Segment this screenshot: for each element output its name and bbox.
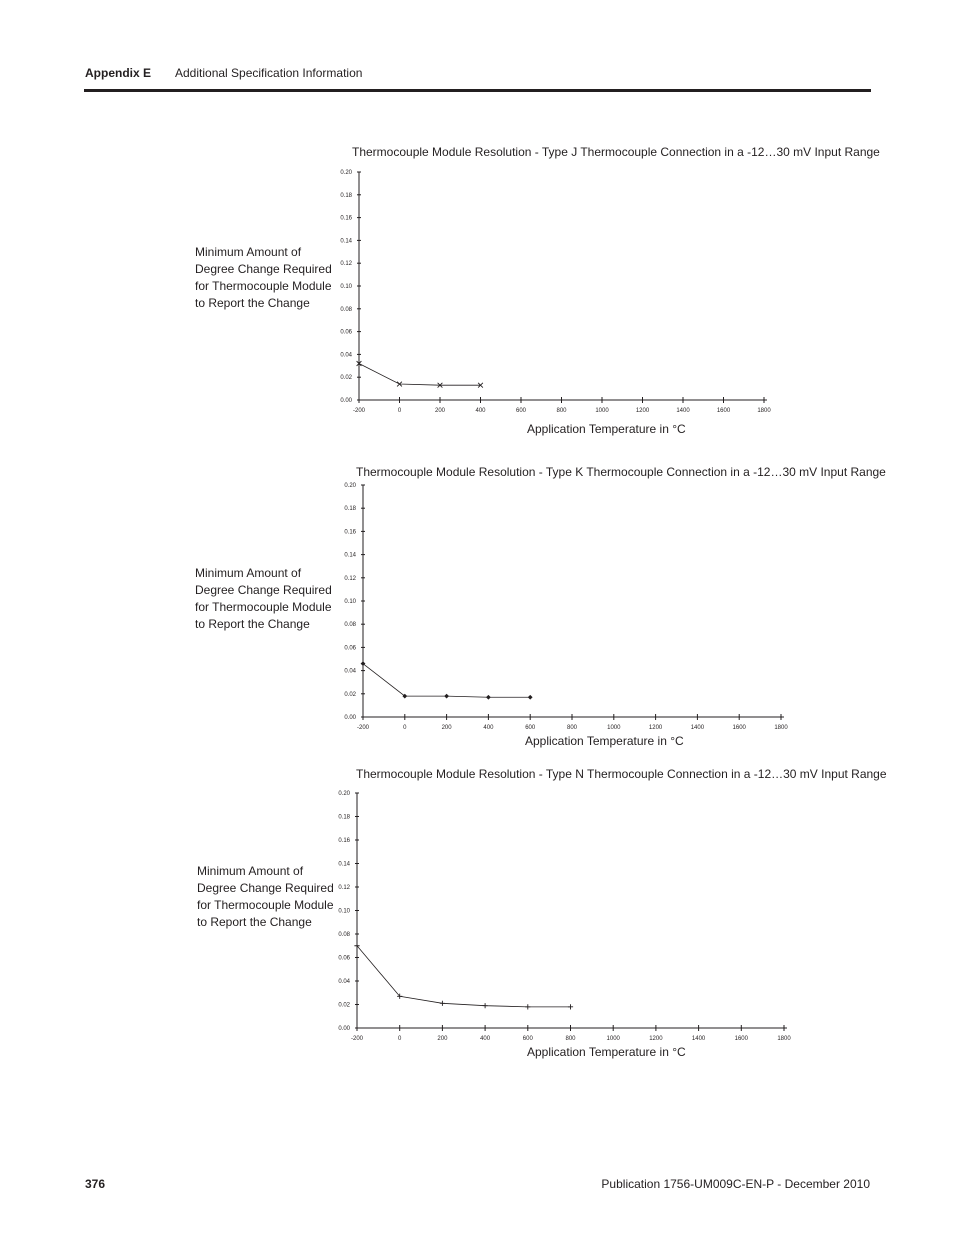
y-tick-label-type-k: 0.02: [344, 691, 356, 698]
y-tick-label-type-n: 0.20: [338, 791, 350, 797]
x-tick-label-type-k: 200: [441, 725, 452, 731]
y-tick-label-type-j: 0.00: [340, 398, 352, 404]
x-tick-label-type-n: 600: [522, 1036, 533, 1042]
y-tick-label-type-k: 0.04: [344, 668, 356, 675]
page-number: 376: [85, 1177, 106, 1191]
y-axis-label-type-n: Minimum Amount of Degree Change Required for Thermocouple Module to Report the Change: [197, 864, 334, 929]
y-tick-label-type-j: 0.12: [340, 261, 352, 268]
y-tick-label-type-n: 0.00: [338, 1026, 350, 1032]
y-tick-label-type-j: 0.06: [340, 329, 352, 336]
header-rule: [84, 89, 871, 92]
x-tick-label-type-j: 1600: [716, 408, 731, 414]
y-tick-label-type-k: 0.08: [344, 622, 356, 629]
chart-title-type-j: Thermocouple Module Resolution - Type J Thermocouple Connection in a -12…30 mV Input Range: [352, 145, 880, 159]
x-tick-label-type-j: 200: [434, 408, 446, 414]
y-tick-label-type-n: 0.06: [338, 955, 350, 962]
x-tick-label-type-k: 1600: [732, 725, 746, 731]
x-tick-label-type-n: 1600: [734, 1036, 748, 1042]
data-point-type-k: [402, 694, 407, 699]
x-axis-label-type-j: Application Temperature in °C: [527, 422, 686, 436]
data-point-type-k: [444, 694, 449, 699]
y-tick-label-type-n: 0.12: [338, 885, 350, 891]
data-point-type-j: [478, 383, 483, 388]
x-tick-label-type-n: 1800: [777, 1036, 791, 1042]
x-tick-label-type-j: 1200: [635, 408, 650, 414]
x-tick-label-type-j: 400: [475, 408, 486, 414]
data-point-type-n: [440, 1001, 445, 1006]
y-tick-label-type-k: 0.16: [344, 529, 356, 536]
x-tick-label-type-j: 1000: [595, 408, 609, 414]
x-tick-label-type-n: 1400: [691, 1036, 706, 1042]
header-title: Additional Specification Information: [175, 66, 363, 80]
x-axis-label-type-k: Application Temperature in °C: [525, 734, 684, 748]
x-tick-label-type-k: 600: [525, 725, 536, 731]
y-tick-label-type-j: 0.08: [340, 306, 352, 313]
x-axis-label-type-n: Application Temperature in °C: [527, 1045, 686, 1059]
data-point-type-k: [486, 695, 491, 700]
y-tick-label-type-j: 0.10: [340, 284, 352, 290]
x-tick-label-type-n: 400: [480, 1036, 491, 1042]
y-tick-label-type-k: 0.06: [344, 645, 356, 652]
chart-title-type-k: Thermocouple Module Resolution - Type K Thermocouple Connection in a -12…30 mV Input Range: [356, 465, 886, 479]
data-point-type-n: [568, 1004, 573, 1009]
data-point-type-j: [357, 361, 362, 366]
x-tick-label-type-k: 0: [403, 725, 407, 731]
y-tick-label-type-n: 0.16: [338, 838, 350, 844]
y-tick-label-type-j: 0.20: [340, 170, 352, 176]
y-tick-label-type-k: 0.18: [344, 506, 356, 513]
y-tick-label-type-j: 0.04: [340, 352, 352, 359]
x-tick-label-type-j: -200: [352, 408, 366, 414]
x-tick-label-type-n: 1200: [649, 1036, 663, 1042]
appendix-label: Appendix E: [85, 66, 152, 80]
data-point-type-k: [528, 695, 533, 700]
y-tick-label-type-k: 0.14: [344, 552, 356, 559]
y-axis-label-type-k: Minimum Amount of Degree Change Required for Thermocouple Module to Report the Change: [195, 566, 332, 631]
x-tick-label-type-j: 1400: [676, 408, 690, 414]
data-point-type-n: [483, 1003, 488, 1008]
series-line-type-j: [359, 364, 481, 386]
y-tick-label-type-n: 0.02: [338, 1002, 350, 1009]
y-tick-label-type-j: 0.16: [340, 215, 352, 222]
y-tick-label-type-k: 0.10: [344, 599, 356, 605]
y-tick-label-type-n: 0.08: [338, 932, 350, 938]
x-tick-label-type-n: 800: [565, 1036, 576, 1042]
x-tick-label-type-j: 1800: [757, 408, 771, 414]
publication-info: Publication 1756-UM009C-EN-P - December 2010: [601, 1177, 870, 1191]
x-tick-label-type-j: 800: [556, 408, 567, 414]
x-tick-label-type-k: 800: [566, 725, 578, 731]
data-point-type-j: [397, 382, 402, 387]
y-tick-label-type-k: 0.12: [344, 575, 356, 582]
x-tick-label-type-k: 1000: [607, 725, 621, 731]
x-tick-label-type-j: 600: [515, 408, 527, 414]
x-tick-label-type-j: 0: [397, 408, 402, 414]
x-tick-label-type-k: 400: [483, 725, 494, 731]
x-tick-label-type-k: -200: [356, 725, 370, 731]
y-tick-label-type-k: 0.20: [344, 483, 356, 489]
y-tick-label-type-j: 0.14: [340, 238, 352, 245]
y-tick-label-type-n: 0.10: [338, 908, 350, 915]
data-point-type-j: [438, 383, 443, 388]
y-tick-label-type-j: 0.18: [340, 192, 352, 199]
y-tick-label-type-k: 0.00: [344, 715, 356, 721]
chart-title-type-n: Thermocouple Module Resolution - Type N Thermocouple Connection in a -12…30 mV Input Range: [356, 767, 887, 781]
series-line-type-k: [363, 664, 530, 698]
data-point-type-n: [354, 943, 359, 948]
x-tick-label-type-k: 1400: [690, 725, 705, 731]
x-tick-label-type-n: 0: [398, 1036, 402, 1042]
x-tick-label-type-n: 200: [437, 1036, 448, 1042]
x-tick-label-type-k: 1200: [648, 725, 663, 731]
x-tick-label-type-n: 1000: [606, 1036, 620, 1042]
data-point-type-k: [361, 661, 366, 666]
data-point-type-n: [525, 1004, 530, 1009]
x-tick-label-type-n: -200: [350, 1036, 364, 1042]
y-tick-label-type-j: 0.02: [340, 375, 352, 382]
data-point-type-n: [397, 994, 402, 999]
series-line-type-n: [357, 946, 571, 1007]
x-tick-label-type-k: 1800: [774, 725, 788, 731]
y-tick-label-type-n: 0.14: [338, 861, 350, 868]
y-tick-label-type-n: 0.04: [338, 979, 350, 985]
y-tick-label-type-n: 0.18: [338, 814, 350, 821]
y-axis-label-type-j: Minimum Amount of Degree Change Required for Thermocouple Module to Report the Change: [195, 245, 332, 310]
